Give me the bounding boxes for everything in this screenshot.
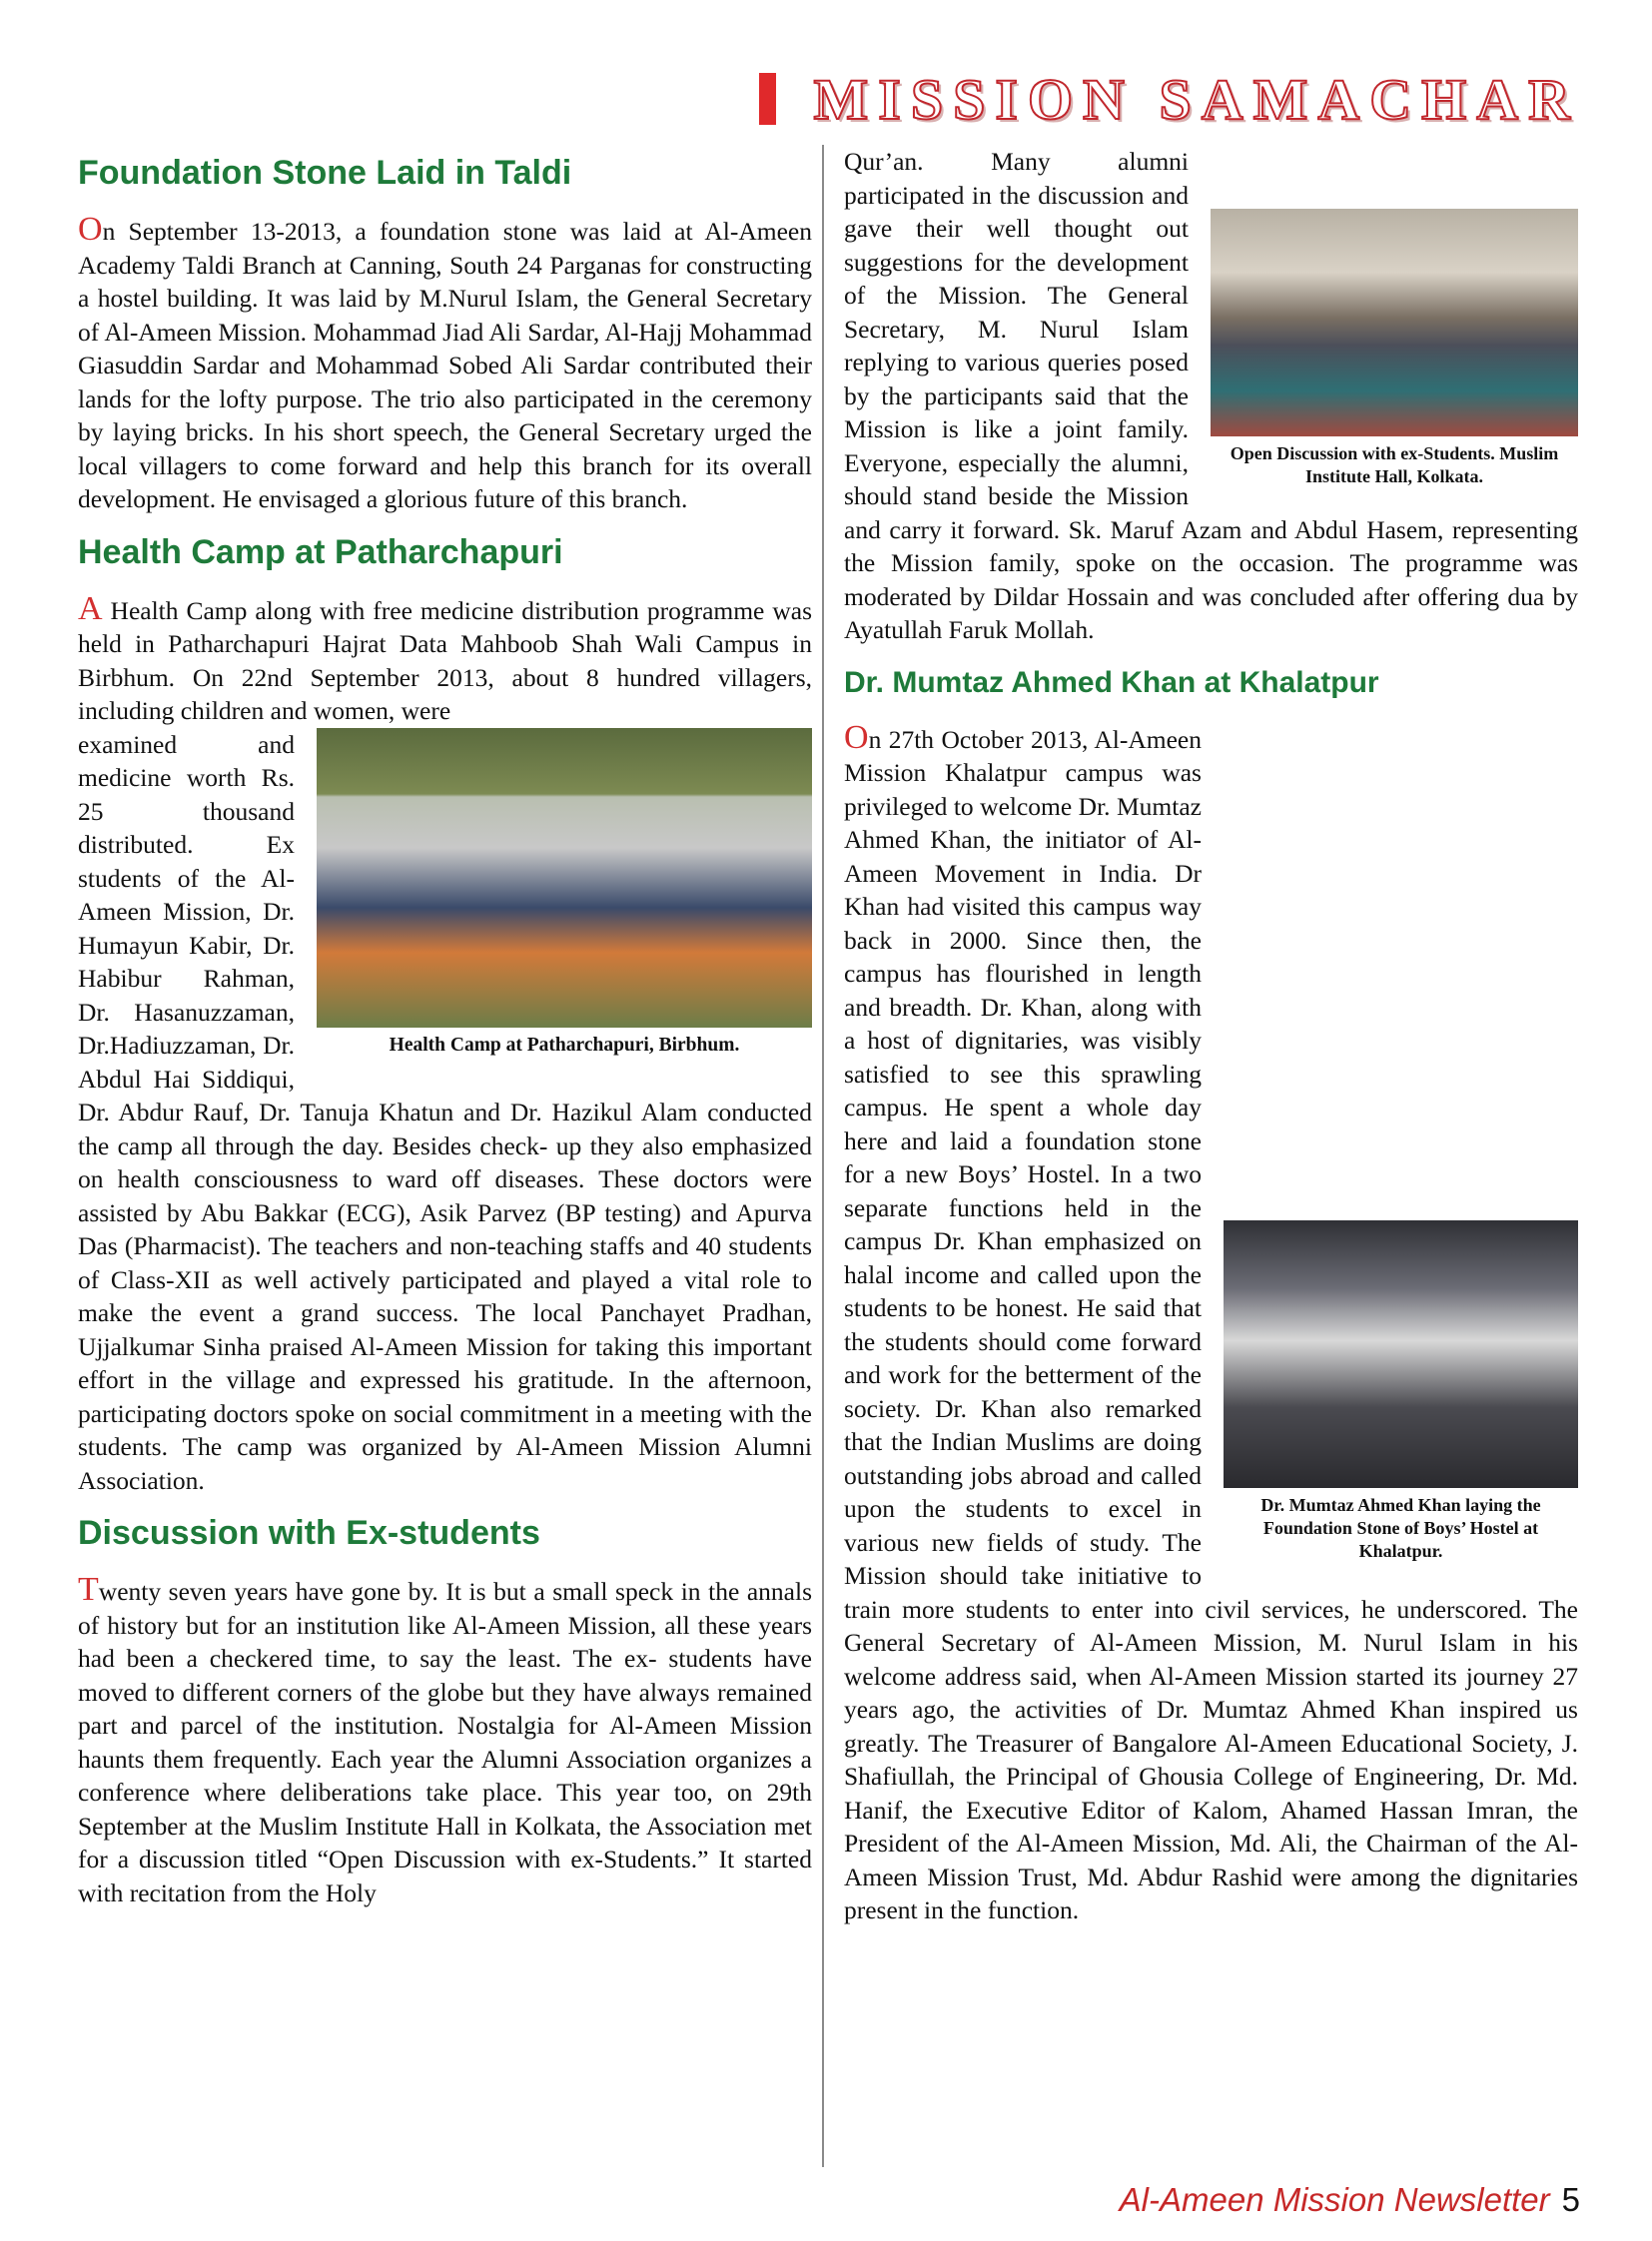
- article-health-camp: [78, 532, 812, 1498]
- article-discussion-continued: [844, 145, 1578, 647]
- health-camp-photo: [317, 728, 812, 1028]
- figure-caption: Dr. Mumtaz Ahmed Khan laying the Foundation Stone of Boys’ Hostel at Khalatpur.: [1260, 1494, 1541, 1561]
- figure-health-camp: [317, 728, 812, 1057]
- khalatpur-photo: [1224, 1220, 1578, 1488]
- article-khalatpur: [844, 663, 1578, 1927]
- figure-discussion: [1211, 209, 1578, 488]
- left-column: [78, 145, 812, 1925]
- discussion-photo: [1211, 209, 1578, 436]
- article-text: n 27th October 2013, Al-Ameen Mission Khalatpur campus was privileged to welcome Dr. Mumtaz Ahmed Khan, the initiator of Al-Ameen Movement in India. Dr Khan had visited this campus way back in 2000. Since then, the campus has flourished in length and breadth. Dr. Khan, along with a host of dignitaries, was visibly satisfied to see this sprawling campus. He spent a whole day here and laid a foundation stone for a new Boys’ Hostel. In a two separate functions held in the campus Dr. Khan emphasized on halal income and called upon the students to be honest. He said that the students should come forward and work for the betterment of the society. Dr. Khan also remarked that the Indian Muslims are doing outstanding jobs abroad and called upon the students to excel in various new fields of study. The Mission should take initiative to train more students to enter into civil services, he underscored. The General Secretary of Al-Ameen Mission, M. Nurul Islam in his welcome address said, when Al-Ameen Mission started its journey 27 years ago, the activities of Dr. Mumtaz Ahmed Khan inspired us greatly. The Treasurer of Bangalore Al-Ameen Educational Society, J. Shafiullah, the Principal of Ghousia College of Engineering, Dr. Md. Hanif, the Executive Editor of Kalom, Ahamed Hassan Imran, the President of the Al-Ameen Mission, Md. Ali, the Chairman of the Al-Ameen Mission Trust, Md. Abdur Rashid were among the dignitaries present in the function.: [844, 724, 1578, 1924]
- section-title: MISSION SAMACHAR: [813, 66, 1580, 132]
- page-header: [759, 68, 1580, 130]
- article-heading: Discussion with Ex-students: [78, 1514, 540, 1552]
- drop-cap: O: [78, 211, 103, 248]
- article-text: Qur’an. Many alumni participated in the discussion and gave their well thought out suggestions for the development of the Mission. The General Secretary, M. Nurul Islam replying to various queries posed by the participants said that the Mission is like a joint family. Everyone, especially the alumni, should stand beside the Mission and carry it forward. Sk. Maruf Azam and Abdul Hasem, representing the Mission family, spoke on the occasion. The programme was moderated by Dildar Hossain and was concluded after offering dua by Ayatullah Faruk Mollah.: [844, 147, 1578, 644]
- article-taldi: [78, 153, 812, 516]
- article-body: [78, 1573, 812, 1909]
- drop-cap: A: [78, 589, 103, 627]
- newsletter-name: Al-Ameen Mission Newsletter: [1119, 2181, 1550, 2218]
- page-number: 5: [1561, 2181, 1580, 2218]
- page-footer: [1120, 2181, 1580, 2219]
- header-accent-bar: [759, 73, 776, 125]
- article-text: Health Camp along with free medicine distribution programme was held in Patharchapuri Hajrat Data Mahboob Shah Wali Campus in Birbhum. On 22nd September 2013, about 8 hundred villagers, including children and women, were: [78, 595, 812, 725]
- drop-cap: O: [844, 718, 869, 756]
- column-divider: [822, 145, 824, 2167]
- drop-cap: T: [78, 1571, 99, 1608]
- article-body: [78, 213, 812, 516]
- article-heading: Dr. Mumtaz Ahmed Khan at Khalatpur: [844, 665, 1379, 699]
- article-text: examined and medicine worth Rs. 25 thousand distributed. Ex students of the Al-Ameen Mission, Dr. Humayun Kabir, Dr. Habibur Rahman, Dr. Hasanuzzaman, Dr.Hadiuzzaman, Dr. Abdul Hai Siddiqui, Dr. Abdur Rauf, Dr. Tanuja Khatun and Dr. Hazikul Alam conducted the camp all through the day. Besides check- up they also emphasized on health consciousness to ward off diseases. These doctors were assisted by Abu Bakkar (ECG), Asik Parvez (BP testing) and Apurva Das (Pharmacist). The teachers and non-teaching staffs and 40 students of Class-XII as well actively participated and played a vital role to make the event a grand success. The local Panchayet Pradhan, Ujjalkumar Sinha praised Al-Ameen Mission for taking this important effort in the village and expressed his gratitude. In the afternoon, participating doctors spoke on social commitment in a meeting with the students. The camp was organized by Al-Ameen Mission Alumni Association.: [78, 729, 812, 1495]
- article-text: wenty seven years have gone by. It is but a small speck in the annals of history but for an institution like Al-Ameen Mission, all these years had been a checkered time, to say the least. The ex- students have moved to different corners of the globe but they have always remained part and parcel of the institution. Nostalgia for Al-Ameen Mission haunts them frequently. Each year the Alumni Association organizes a conference where deliberations take place. This year too, on 29th September at the Muslim Institute Hall in Kolkata, the Association met for a discussion titled “Open Discussion with ex-Students.” It started with recitation from the Holy: [78, 1577, 812, 1907]
- article-heading: Foundation Stone Laid in Taldi: [78, 154, 572, 192]
- article-body: [78, 589, 812, 728]
- figure-caption: Open Discussion with ex-Students. Muslim Institute Hall, Kolkata.: [1230, 443, 1559, 486]
- right-column: [844, 145, 1578, 1943]
- article-discussion: [78, 1513, 812, 1909]
- article-heading: Health Camp at Patharchapuri: [78, 532, 563, 571]
- figure-caption: Health Camp at Patharchapuri, Birbhum.: [389, 1034, 740, 1056]
- article-text: n September 13-2013, a foundation stone was laid at Al-Ameen Academy Taldi Branch at Canning, South 24 Parganas for constructing a hostel building. It was laid by M.Nurul Islam, the General Secretary of Al-Ameen Mission. Mohammad Jiad Ali Sardar, Al-Hajj Mohammad Giasuddin Sardar and Mohammad Sobed Ali Sardar contributed their lands for the lofty purpose. The trio also participated in the ceremony by laying bricks. In his short speech, the General Secretary urged the local villagers to come forward and help this branch for its overall development. He envisaged a glorious future of this branch.: [78, 217, 812, 513]
- figure-khalatpur: [1224, 1220, 1578, 1563]
